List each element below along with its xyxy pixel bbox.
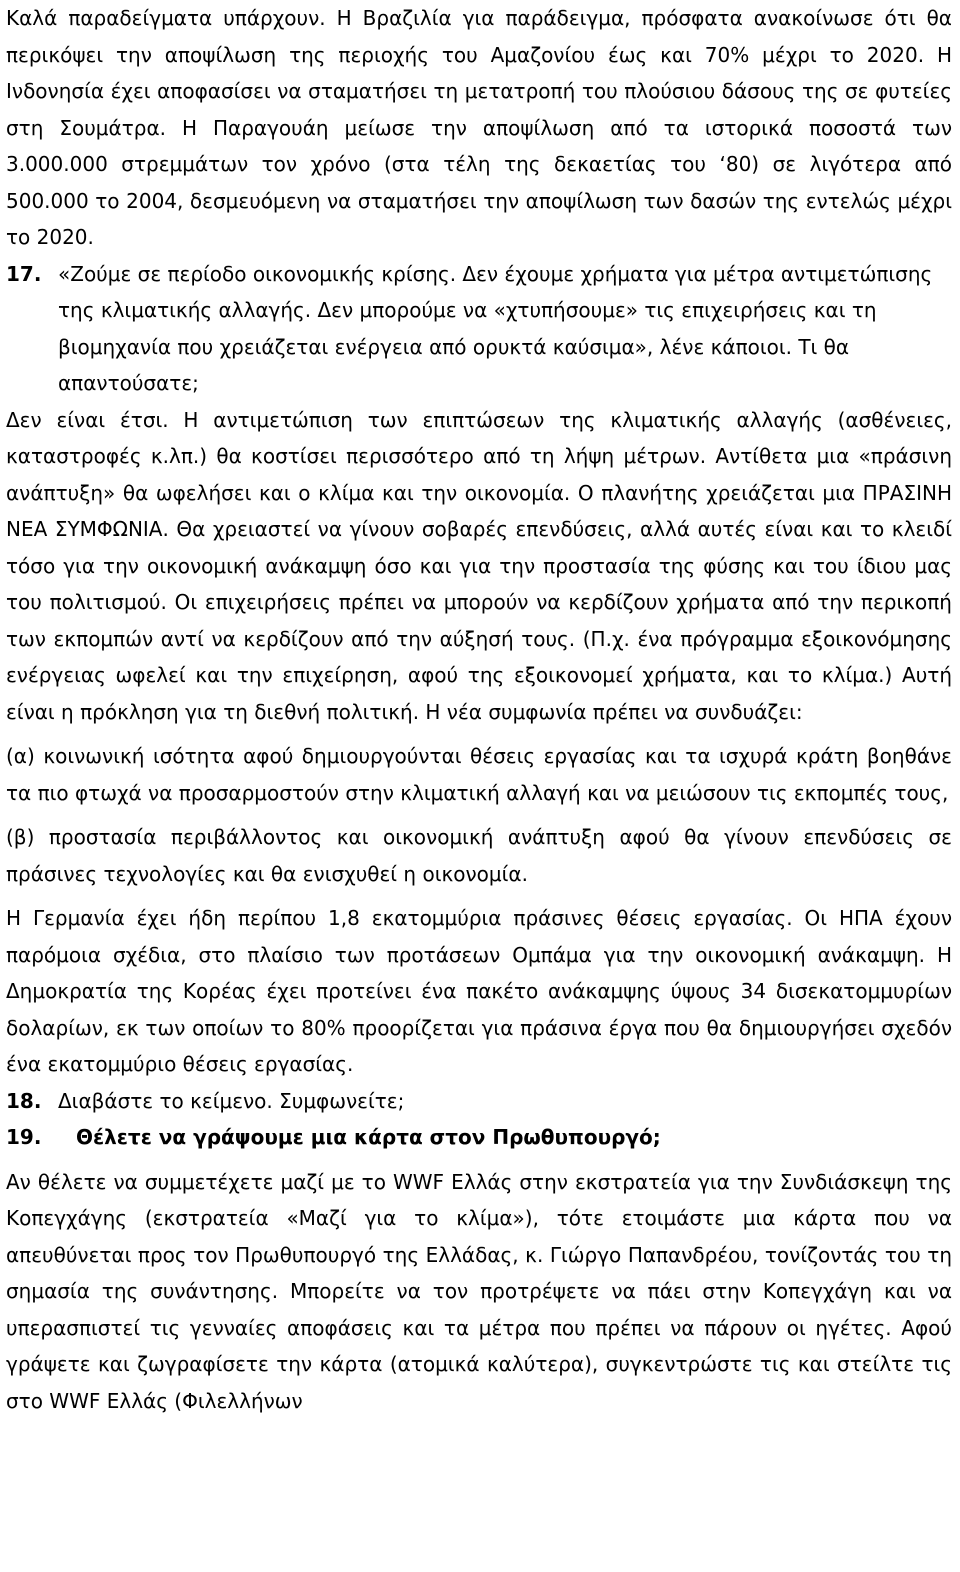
answer-paragraph: Δεν είναι έτσι. Η αντιμετώπιση των επιπτώσεων της κλιματικής αλλαγής (ασθένειες, καταστροφές κ.λπ.) θα κοστίσει περισσότερο από τη λήψη μέτρων. Αντίθετα μια «πράσινη ανάπτυξη» θα ωφελήσει και ο κλίμα και την οικονομία. Ο πλανήτης χρειάζεται μια ΠΡΑΣΙΝΗ ΝΕΑ ΣΥΜΦΩΝΙΑ. Θα χρειαστεί να γίνουν σοβαρές επενδύσεις, αλλά αυτές είναι και το κλειδί τόσο για την οικονομική ανάκαμψη όσο και για την προστασία της φύσης και του ίδιου μας του πολιτισμού. Οι επιχειρήσεις πρέπει να μπορούν να κερδίζουν χρήματα από την περικοπή των εκπομπών αντί να κερδίζουν από την αύξησή τους. (Π.χ. ένα πρόγραμμα εξοικονόμησης ενέργειας ωφελεί και την επιχείρηση, αφού της εξοικονομεί χρήματα, και το κλίμα.) Αυτή είναι η πρόκληση για τη διεθνή πολιτική. Η νέα συμφωνία πρέπει να συνδυάζει: [6,407,952,724]
question-17-text: «Ζούμε σε περίοδο οικονομικής κρίσης. Δεν έχουμε χρήματα για μέτρα αντιμετώπισης της κλιματικής αλλαγής. Δεν μπορούμε να «χτυπήσουμε» τις επιχειρήσεις και τη βιομηχανία που χρειάζεται ενέργεια από ορυκτά καύσιμα», λένε κάποιοι. Τι θα απαντούσατε; [58,261,933,395]
question-17-number: 17. [6,261,42,286]
final-paragraph: Αν θέλετε να συμμετέχετε μαζί με το WWF Ελλάς στην εκστρατεία για την Συνδιάσκεψη της Κοπεγχάγης (εκστρατεία «Μαζί για το κλίμα»), τότε ετοιμάστε μια κάρτα που να απευθύνεται προς τον Πρωθυπουργό της Ελλάδας, κ. Γιώργο Παπανδρέου, τονίζοντάς του τη σημασία της συνάντησης. Μπορείτε να τον προτρέψετε να πάει στην Κοπεγχάγη και να υπερασπιστεί τις γενναίες αποφάσεις και τα μέτρα που πρέπει να πάρουν οι ηγέτες. Αφού γράψετε και ζωγραφίσετε την κάρτα (ατομικά καλύτερα), συγκεντρώστε τις και στείλτε τις στο WWF Ελλάς (Φιλελλήνων [6,1169,952,1413]
germany-paragraph: Η Γερμανία έχει ήδη περίπου 1,8 εκατομμύρια πράσινες θέσεις εργασίας. Οι ΗΠΑ έχουν παρόμοια σχέδια, στο πλαίσιο των προτάσεων Ομπάμα για την οικονομική ανάκαμψη. Η Δημοκρατία της Κορέας έχει προτείνει ένα πακέτο ανάκαμψης ύψους 34 δισεκατομμυρίων δολαρίων, εκ των οποίων το 80% προορίζεται για πράσινα έργα που θα δημιουργήσει σχεδόν ένα εκατομμύριο θέσεις εργασίας. [6,906,952,1076]
question-19 [6,1119,952,1156]
intro-paragraph: Καλά παραδείγματα υπάρχουν. Η Βραζιλία για παράδειγμα, πρόσφατα ανακοίνωσε ότι θα περικόψει την αποψίλωση της περιοχής του Αμαζονίου έως και 70% μέχρι το 2020. Η Ινδονησία έχει αποφασίσει να σταματήσει τη μετατροπή του πλούσιου δάσους της σε φυτείες στη Σουμάτρα. Η Παραγουάη μείωσε την αποψίλωση από τα ιστορικά ποσοστά των 3.000.000 στρεμμάτων τον χρόνο (στα τέλη της δεκαετίας του ‘80) σε λιγότερα από 500.000 το 2004, δεσμευόμενη να σταματήσει την αποψίλωση των δασών της εντελώς μέχρι το 2020. [6,6,952,249]
list-item-a: (α) κοινωνική ισότητα αφού δημιουργούνται θέσεις εργασίας και τα ισχυρά κράτη βοηθάνε τα πιο φτωχά να προσαρμοστούν στην κλιματική αλλαγή και να μειώσουν τις εκπομπές τους, [6,744,952,805]
question-19-number: 19. [6,1125,42,1149]
question-18-number: 18. [6,1088,42,1113]
question-18 [6,1083,952,1120]
question-17 [6,256,952,402]
question-18-text: Διαβάστε το κείμενο. Συμφωνείτε; [58,1088,405,1113]
question-19-text: Θέλετε να γράψουμε μια κάρτα στον Πρωθυπουργό; [76,1125,661,1149]
list-item-b: (β) προστασία περιβάλλοντος και οικονομική ανάπτυξη αφού θα γίνουν επενδύσεις σε πράσινες τεχνολογίες και θα ενισχυθεί η οικονομία. [6,825,952,886]
